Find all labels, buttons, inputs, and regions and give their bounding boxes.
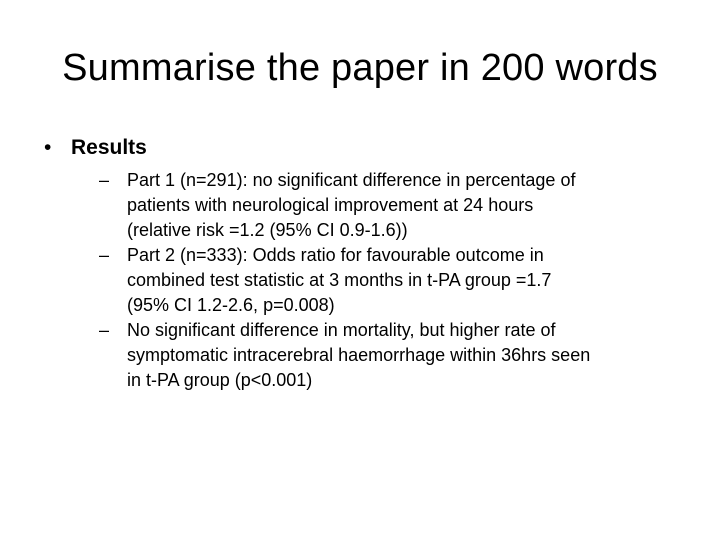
- list-item-part-2: [99, 243, 694, 318]
- list-item-line: combined test statistic at 3 months in t-PA group =1.7: [127, 270, 552, 290]
- dash-icon: –: [99, 170, 110, 190]
- dash-icon: –: [99, 245, 110, 265]
- list-item-line: No significant difference in mortality, but higher rate of: [127, 320, 556, 340]
- results-heading-item: [44, 130, 694, 166]
- list-item-line: (relative risk =1.2 (95% CI 0.9-1.6)): [127, 220, 408, 240]
- list-item-line: Part 1 (n=291): no significant difference in percentage of: [127, 170, 576, 190]
- list-item-line: (95% CI 1.2-2.6, p=0.008): [127, 295, 335, 315]
- list-item-line: patients with neurological improvement at 24 hours: [127, 195, 534, 215]
- slide-title: Summarise the paper in 200 words: [62, 47, 658, 89]
- results-sublist: [44, 168, 694, 393]
- list-item-mortality: [99, 318, 694, 393]
- results-heading: Results: [71, 136, 147, 159]
- slide-content: [44, 130, 694, 393]
- dash-icon: –: [99, 320, 110, 340]
- list-item-part-1: [99, 168, 694, 243]
- list-item-line: symptomatic intracerebral haemorrhage within 36hrs seen: [127, 345, 591, 365]
- list-item-line: Part 2 (n=333): Odds ratio for favourable outcome in: [127, 245, 544, 265]
- bullet-icon: •: [44, 136, 52, 159]
- list-item-line: in t-PA group (p<0.001): [127, 370, 313, 390]
